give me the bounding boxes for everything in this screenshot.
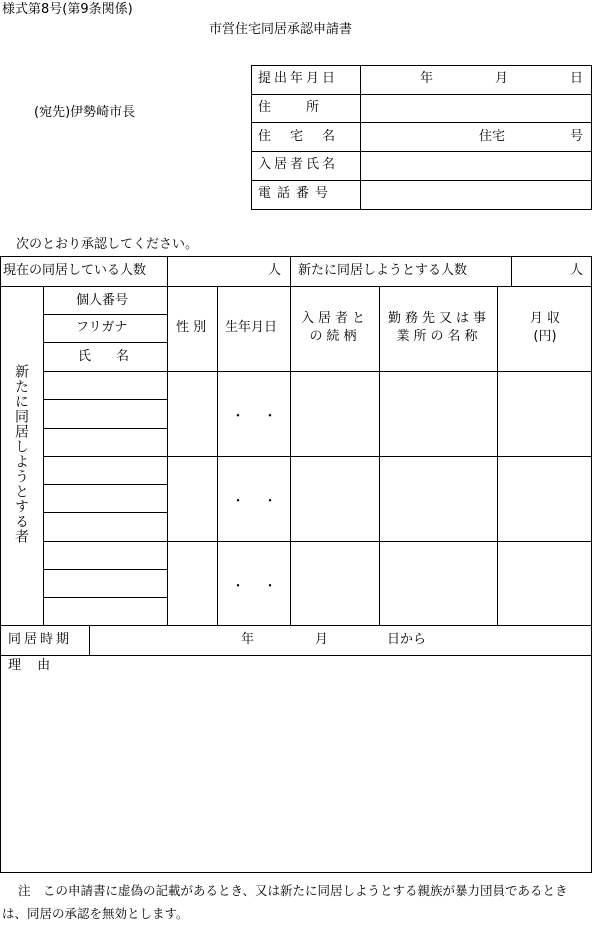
birth-separator: ・ xyxy=(231,579,245,594)
col-name-header: 氏 名 xyxy=(78,349,136,364)
resident-name-label: 入居者氏名 xyxy=(258,157,339,172)
col-birth-header: 生年月日 xyxy=(225,320,278,335)
submitted-date-label: 提出年月日 xyxy=(258,71,339,86)
addressee: (宛先)伊勢崎市長 xyxy=(34,105,136,120)
date-month-label: 月 xyxy=(495,71,509,86)
col-kana-header: フリガナ xyxy=(76,320,128,335)
address-label: 住 所 xyxy=(258,100,323,115)
reason-label: 理 由 xyxy=(8,658,57,673)
new-residents-side-label: 新たに同居しようとする者 xyxy=(13,364,29,544)
col-gender-header: 性 別 xyxy=(176,320,207,335)
period-day-from: 日から xyxy=(387,632,427,647)
date-day-label: 日 xyxy=(570,71,584,86)
birth-date-row-3 xyxy=(221,575,287,594)
phone-label: 電話番号 xyxy=(258,186,335,201)
col-id-header: 個人番号 xyxy=(76,293,129,308)
footnote: 注 この申請書に虚偽の記載があるとき、又は新たに同居しようとする親族が暴力団員であるときは、同居の承認を無効とします。 xyxy=(2,883,568,921)
new-count-label: 新たに同居しようとする人数 xyxy=(298,263,468,278)
period-year: 年 xyxy=(241,632,255,647)
housing-name-label: 住 宅 名 xyxy=(258,129,339,144)
birth-separator: ・ xyxy=(231,494,245,509)
date-year-label: 年 xyxy=(420,71,434,86)
birth-separator: ・ xyxy=(263,494,277,509)
intro-text: 次のとおり承認してください。 xyxy=(16,237,199,252)
number-suffix: 号 xyxy=(570,129,584,144)
col-workplace-header: 勤務先又は事業所の名称 xyxy=(387,311,490,344)
col-income-header: 月 収 (円) xyxy=(529,311,561,344)
birth-separator: ・ xyxy=(231,409,245,424)
new-count-unit: 人 xyxy=(570,263,584,278)
period-month: 月 xyxy=(315,632,329,647)
housing-suffix: 住宅 xyxy=(479,129,506,144)
period-label: 同居時期 xyxy=(8,632,73,647)
form-title: 市営住宅同居承認申請書 xyxy=(209,22,353,37)
current-count-label: 現在の同居している人数 xyxy=(3,263,147,278)
birth-date-row-1 xyxy=(221,405,287,424)
birth-date-row-2 xyxy=(221,490,287,509)
form-number: 様式第8号(第9条関係) xyxy=(2,2,133,17)
col-relation-header: 入居者との続柄 xyxy=(300,311,369,344)
current-count-unit: 人 xyxy=(268,263,282,278)
birth-separator: ・ xyxy=(263,579,277,594)
birth-separator: ・ xyxy=(263,409,277,424)
